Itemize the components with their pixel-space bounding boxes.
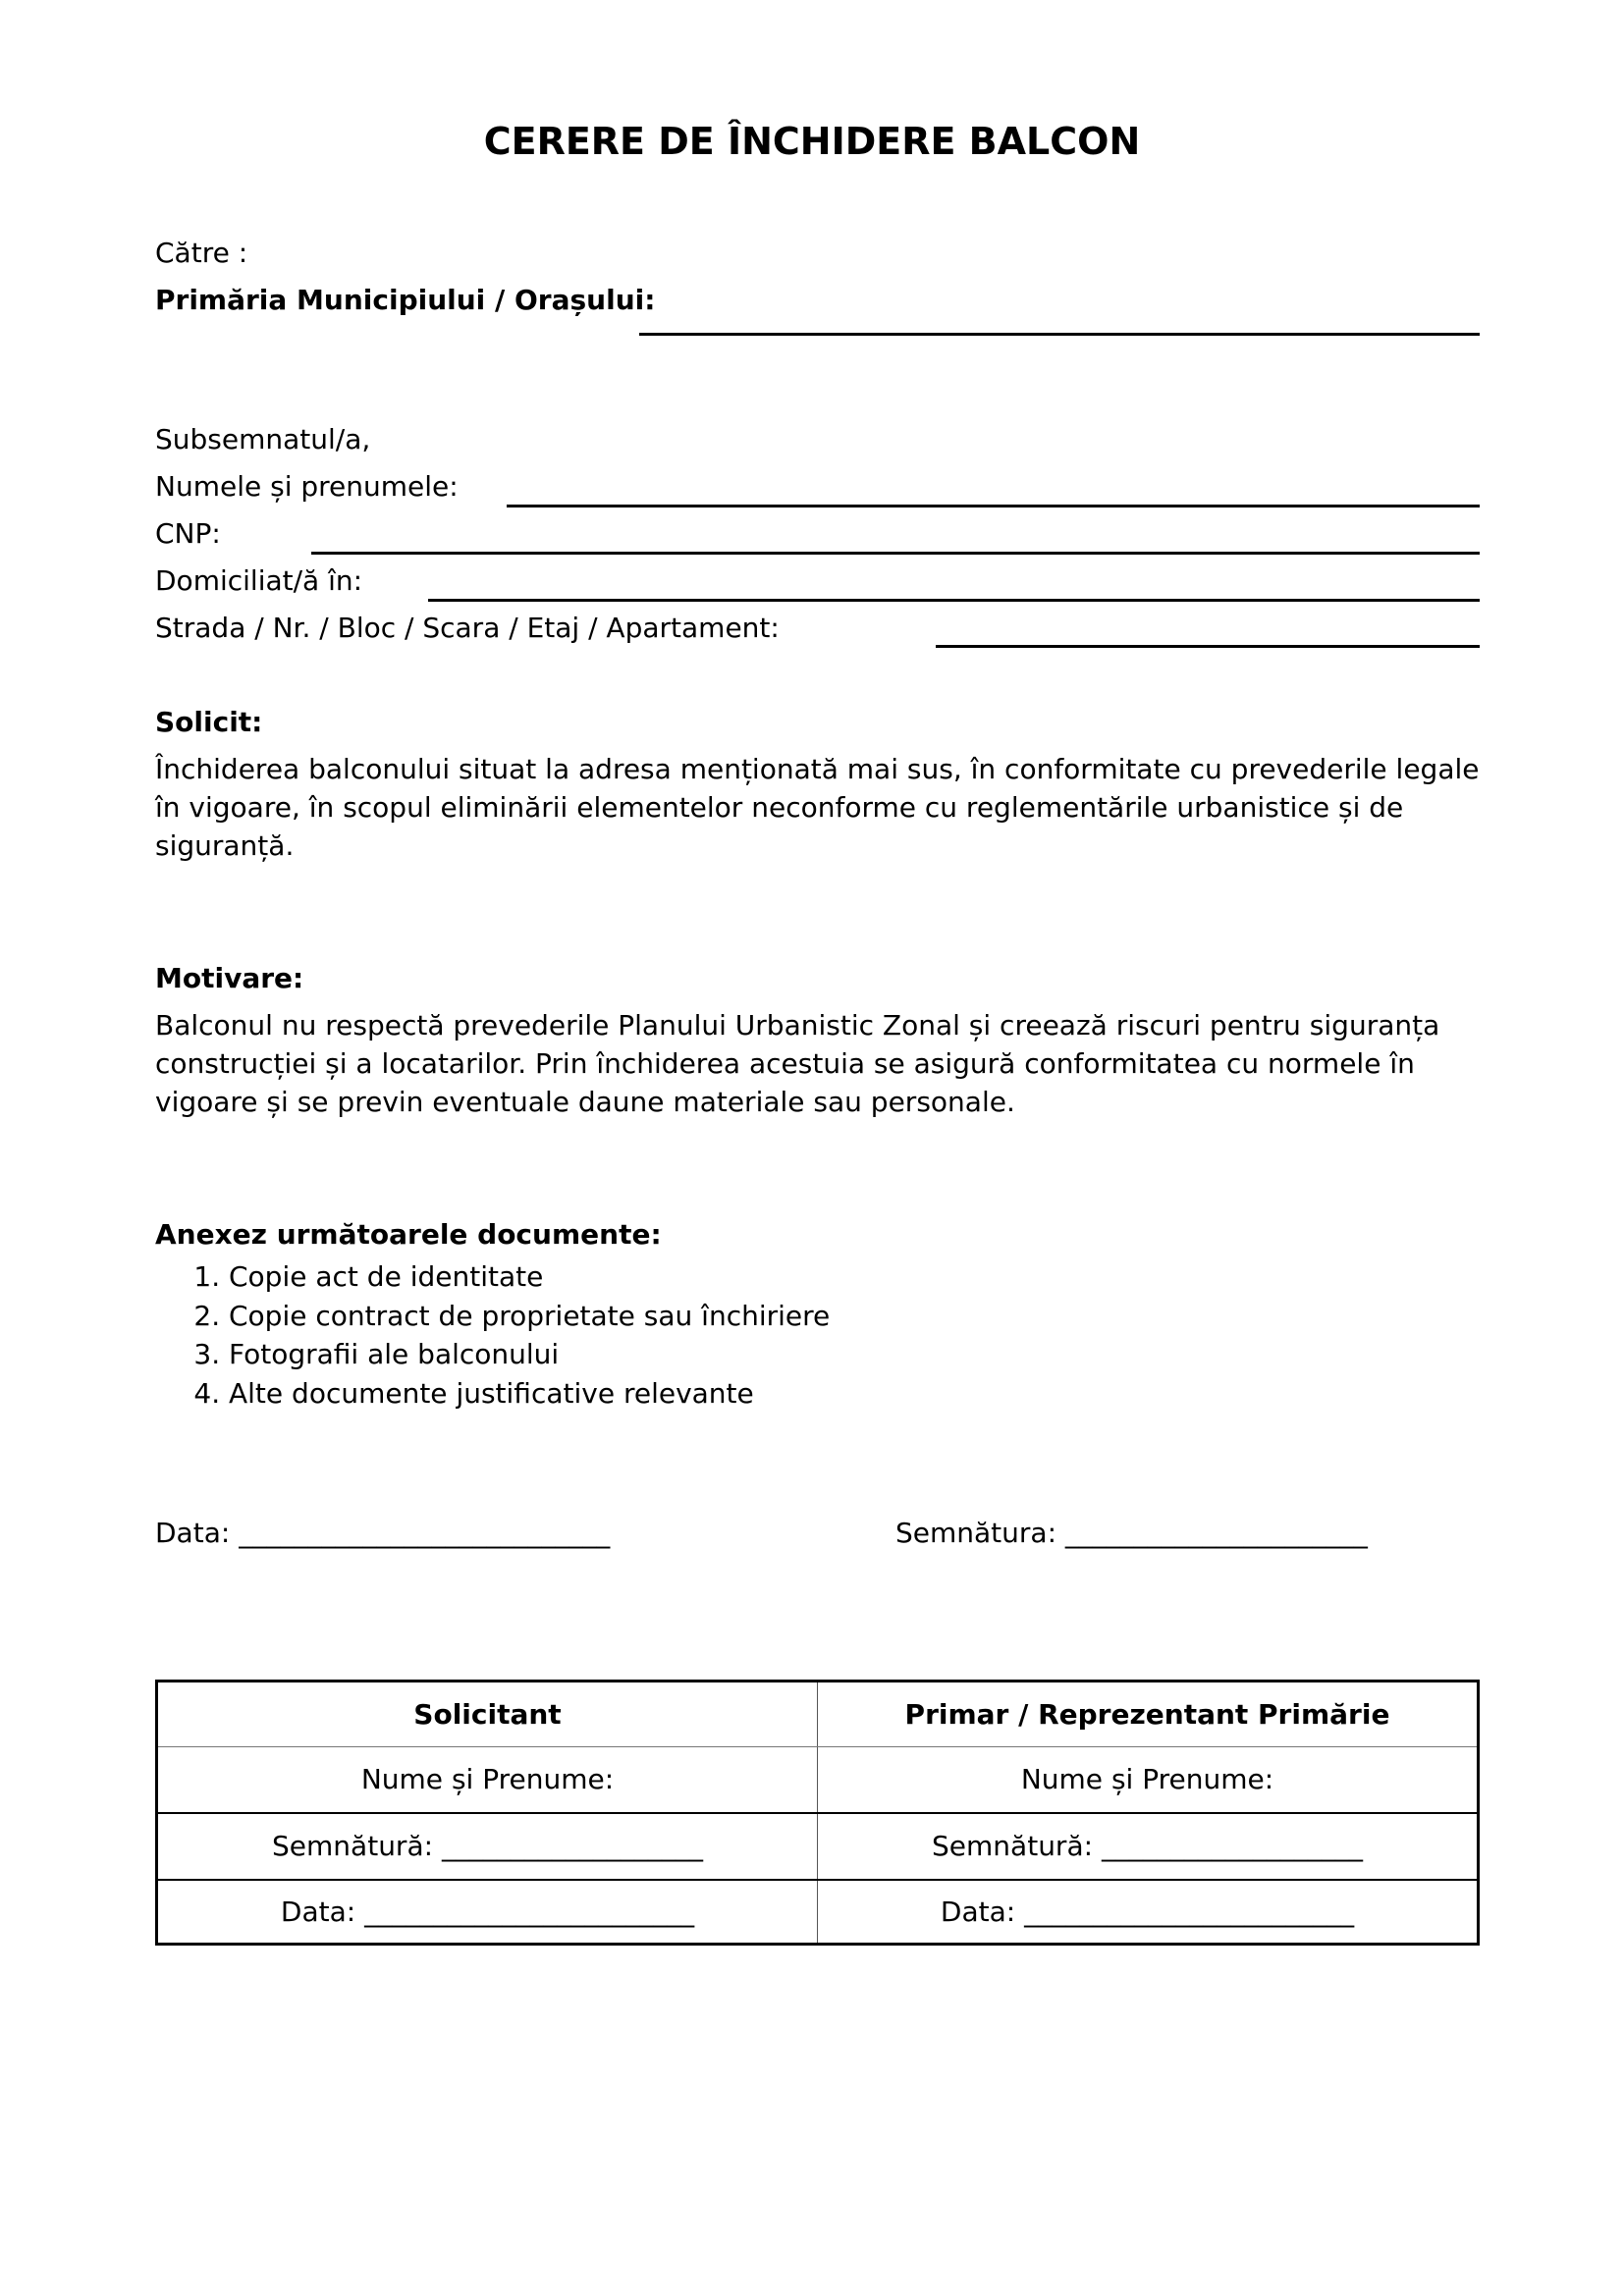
request-heading: Solicit:: [155, 706, 263, 738]
applicant-intro: Subsemnatul/a,: [155, 423, 371, 455]
recipient-office-field[interactable]: [639, 333, 1480, 336]
applicant-address-field[interactable]: [936, 645, 1480, 648]
applicant-domicile-label: Domiciliat/ă în:: [155, 564, 363, 597]
motivation-text: Balconul nu respectă prevederile Planului Urbanistic Zonal și creează riscuri pentru siguranța construcției și a locatarilor. Prin închiderea acestuia se asigură conformitatea cu normele în vigoare și se previn eventuale daune materiale sau personale.: [155, 1009, 1440, 1118]
annex-item: 1. Copie act de identitate: [229, 1257, 830, 1297]
page-title: CERERE DE ÎNCHIDERE BALCON: [483, 120, 1141, 163]
applicant-domicile-field[interactable]: [428, 599, 1480, 602]
applicant-cnp-field[interactable]: [311, 552, 1480, 555]
signature-table: [155, 1680, 1480, 1946]
date-field[interactable]: Data: ___________________________: [155, 1517, 611, 1549]
recipient-to-label: Către :: [155, 237, 248, 269]
signature-field[interactable]: Semnătura: ______________________: [895, 1517, 1368, 1549]
motivation-heading: Motivare:: [155, 962, 304, 994]
annex-list: [155, 1257, 830, 1413]
annex-item: 2. Copie contract de proprietate sau închiriere: [229, 1297, 830, 1336]
annex-item: 4. Alte documente justificative relevante: [229, 1374, 830, 1414]
applicant-cnp-label: CNP:: [155, 517, 221, 550]
table-header-mayor: Primar / Reprezentant Primărie: [818, 1682, 1479, 1747]
applicant-signature-cell[interactable]: Semnătură: ___________________: [157, 1813, 818, 1880]
applicant-date-cell[interactable]: Data: ________________________: [157, 1880, 818, 1945]
recipient-office-label: Primăria Municipiului / Orașului:: [155, 284, 656, 316]
applicant-address-label: Strada / Nr. / Bloc / Scara / Etaj / Apartament:: [155, 612, 780, 644]
table-row: [157, 1880, 1479, 1945]
applicant-name-label: Numele și prenumele:: [155, 470, 459, 503]
mayor-date-cell[interactable]: Data: ________________________: [818, 1880, 1479, 1945]
table-row: [157, 1813, 1479, 1880]
table-row: [157, 1747, 1479, 1813]
table-header-applicant: Solicitant: [157, 1682, 818, 1747]
mayor-name-cell[interactable]: Nume și Prenume:: [818, 1747, 1479, 1813]
mayor-signature-cell[interactable]: Semnătură: ___________________: [818, 1813, 1479, 1880]
request-text: Închiderea balconului situat la adresa menționată mai sus, în conformitate cu prevederile legale în vigoare, în scopul eliminării elementelor neconforme cu reglementările urbanistice și de siguranță.: [155, 753, 1480, 862]
annex-heading: Anexez următoarele documente:: [155, 1218, 662, 1251]
applicant-name-cell[interactable]: Nume și Prenume:: [157, 1747, 818, 1813]
annex-item: 3. Fotografii ale balconului: [229, 1335, 830, 1374]
table-row: [157, 1682, 1479, 1747]
applicant-name-field[interactable]: [507, 505, 1480, 507]
